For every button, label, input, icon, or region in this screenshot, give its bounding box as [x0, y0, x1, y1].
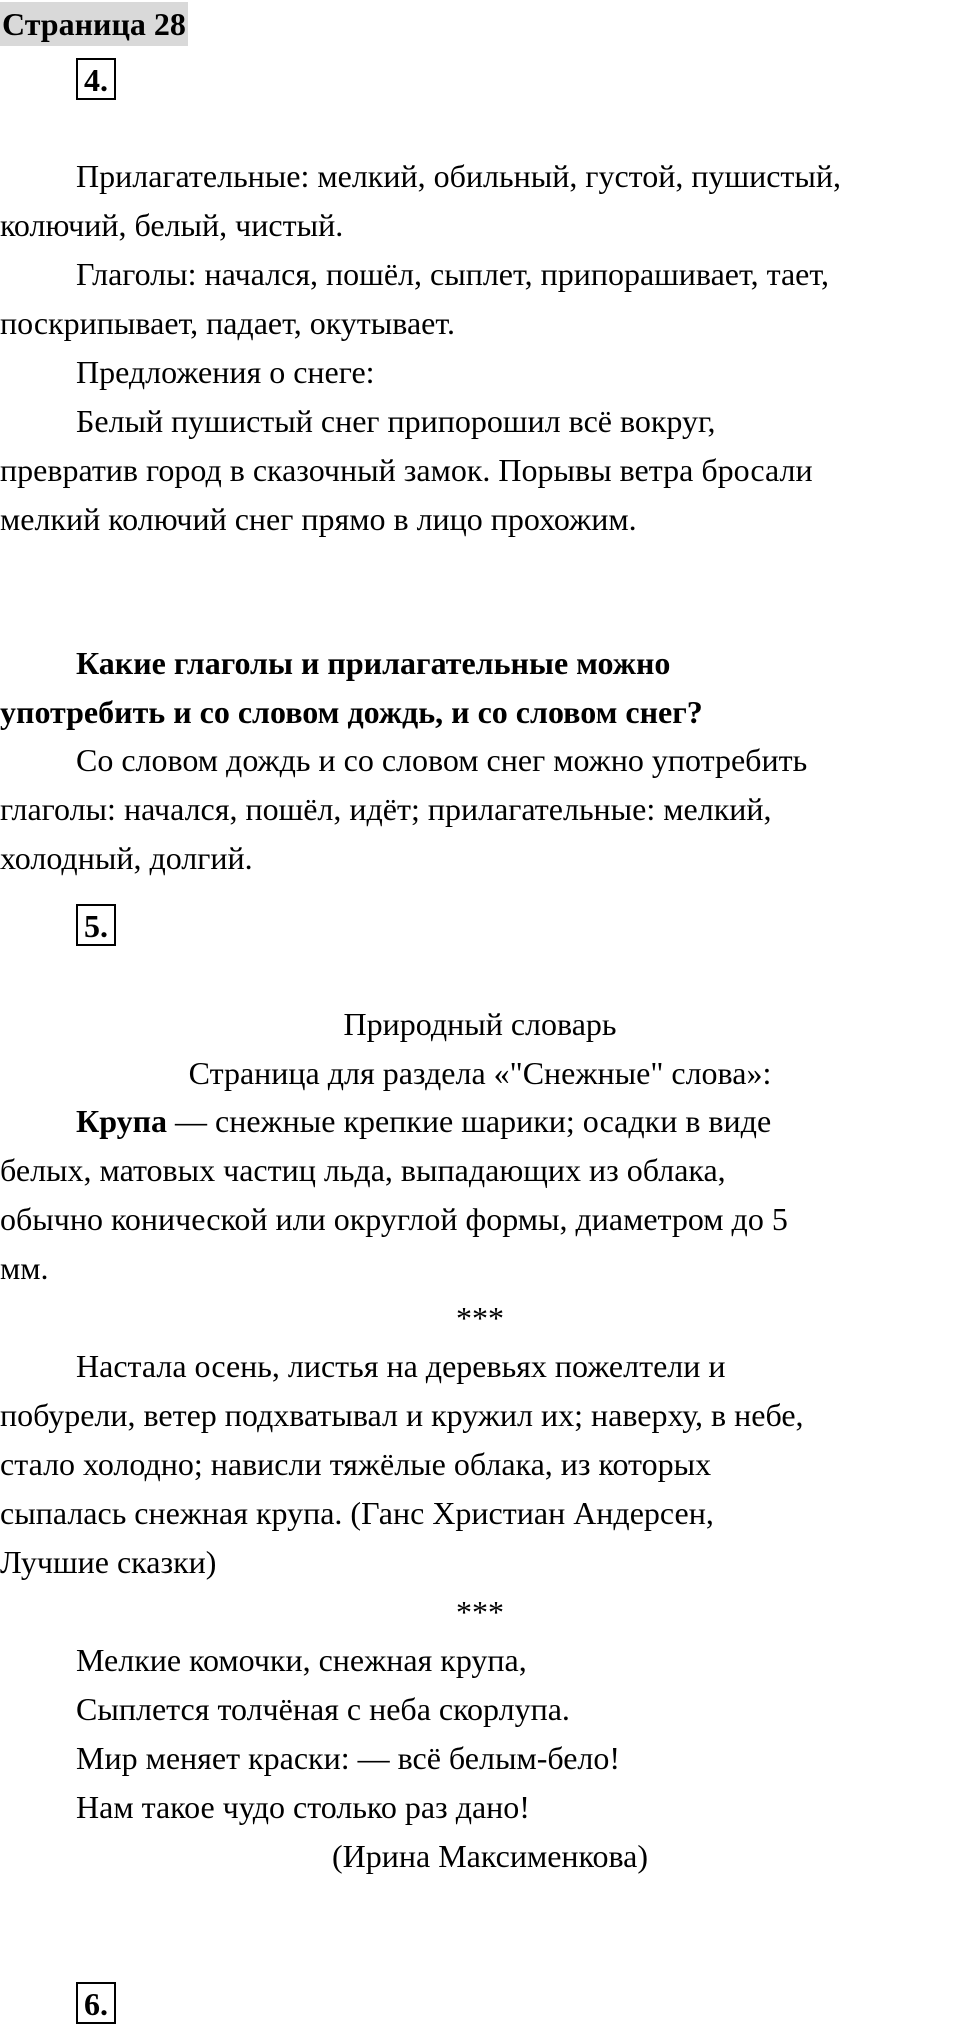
poem-line-4: Нам такое чудо столько раз дано!: [76, 1789, 530, 1825]
verbs-line-2: поскрипывает, падает, окутывает.: [0, 305, 455, 341]
definition-line-2: белых, матовых частиц льда, выпадающих из облака,: [0, 1152, 726, 1188]
adjectives-line-1: Прилагательные: мелкий, обильный, густой, пушистый,: [76, 158, 842, 194]
definition-line-4: мм.: [0, 1250, 49, 1286]
answer-line-2: глаголы: начался, пошёл, идёт; прилагательные: мелкий,: [0, 791, 772, 827]
task-number-5: 5.: [76, 904, 116, 946]
separator-1: ***: [456, 1300, 504, 1336]
adjectives-line-2: колючий, белый, чистый.: [0, 207, 344, 243]
definition-text: — снежные крепкие шарики; осадки в виде: [167, 1103, 772, 1139]
task-number-4: 4.: [76, 58, 116, 100]
poem-line-1: Мелкие комочки, снежная крупа,: [76, 1642, 527, 1678]
quote-line-5: Лучшие сказки): [0, 1544, 217, 1580]
dictionary-term: Крупа: [76, 1103, 168, 1139]
sentence-line-2: превратив город в сказочный замок. Порывы ветра бросали: [0, 452, 813, 488]
poem-author: (Ирина Максименкова): [332, 1838, 648, 1874]
definition-line-1: [76, 1101, 771, 1141]
quote-line-2: побурели, ветер подхватывал и кружил их; наверху, в небе,: [0, 1397, 804, 1433]
dictionary-subheading: Страница для раздела «"Снежные" слова»:: [188, 1055, 772, 1091]
sentence-line-1: Белый пушистый снег припорошил всё вокруг,: [76, 403, 716, 439]
page-title: Страница 28: [0, 2, 188, 46]
dictionary-heading: Природный словарь: [343, 1006, 617, 1042]
task-number-6: 6.: [76, 1982, 116, 2024]
verbs-line-1: Глаголы: начался, пошёл, сыплет, припорашивает, тает,: [76, 256, 829, 292]
question-line-1: Какие глаголы и прилагательные можно: [76, 645, 671, 681]
poem-line-2: Сыплется толчёная с неба скорлупа.: [76, 1691, 570, 1727]
separator-2: ***: [456, 1594, 504, 1630]
sentences-label: Предложения о снеге:: [76, 354, 375, 390]
question-line-2: употребить и со словом дождь, и со словом снег?: [0, 694, 703, 730]
poem-line-3: Мир меняет краски: — всё белым-бело!: [76, 1740, 621, 1776]
definition-line-3: обычно конической или округлой формы, диаметром до 5: [0, 1201, 788, 1237]
quote-line-1: Настала осень, листья на деревьях пожелтели и: [76, 1348, 726, 1384]
quote-line-4: сыпалась снежная крупа. (Ганс Христиан Андерсен,: [0, 1495, 714, 1531]
sentence-line-3: мелкий колючий снег прямо в лицо прохожим.: [0, 501, 637, 537]
answer-line-3: холодный, долгий.: [0, 840, 253, 876]
answer-line-1: Со словом дождь и со словом снег можно употребить: [76, 742, 808, 778]
quote-line-3: стало холодно; нависли тяжёлые облака, из которых: [0, 1446, 712, 1482]
